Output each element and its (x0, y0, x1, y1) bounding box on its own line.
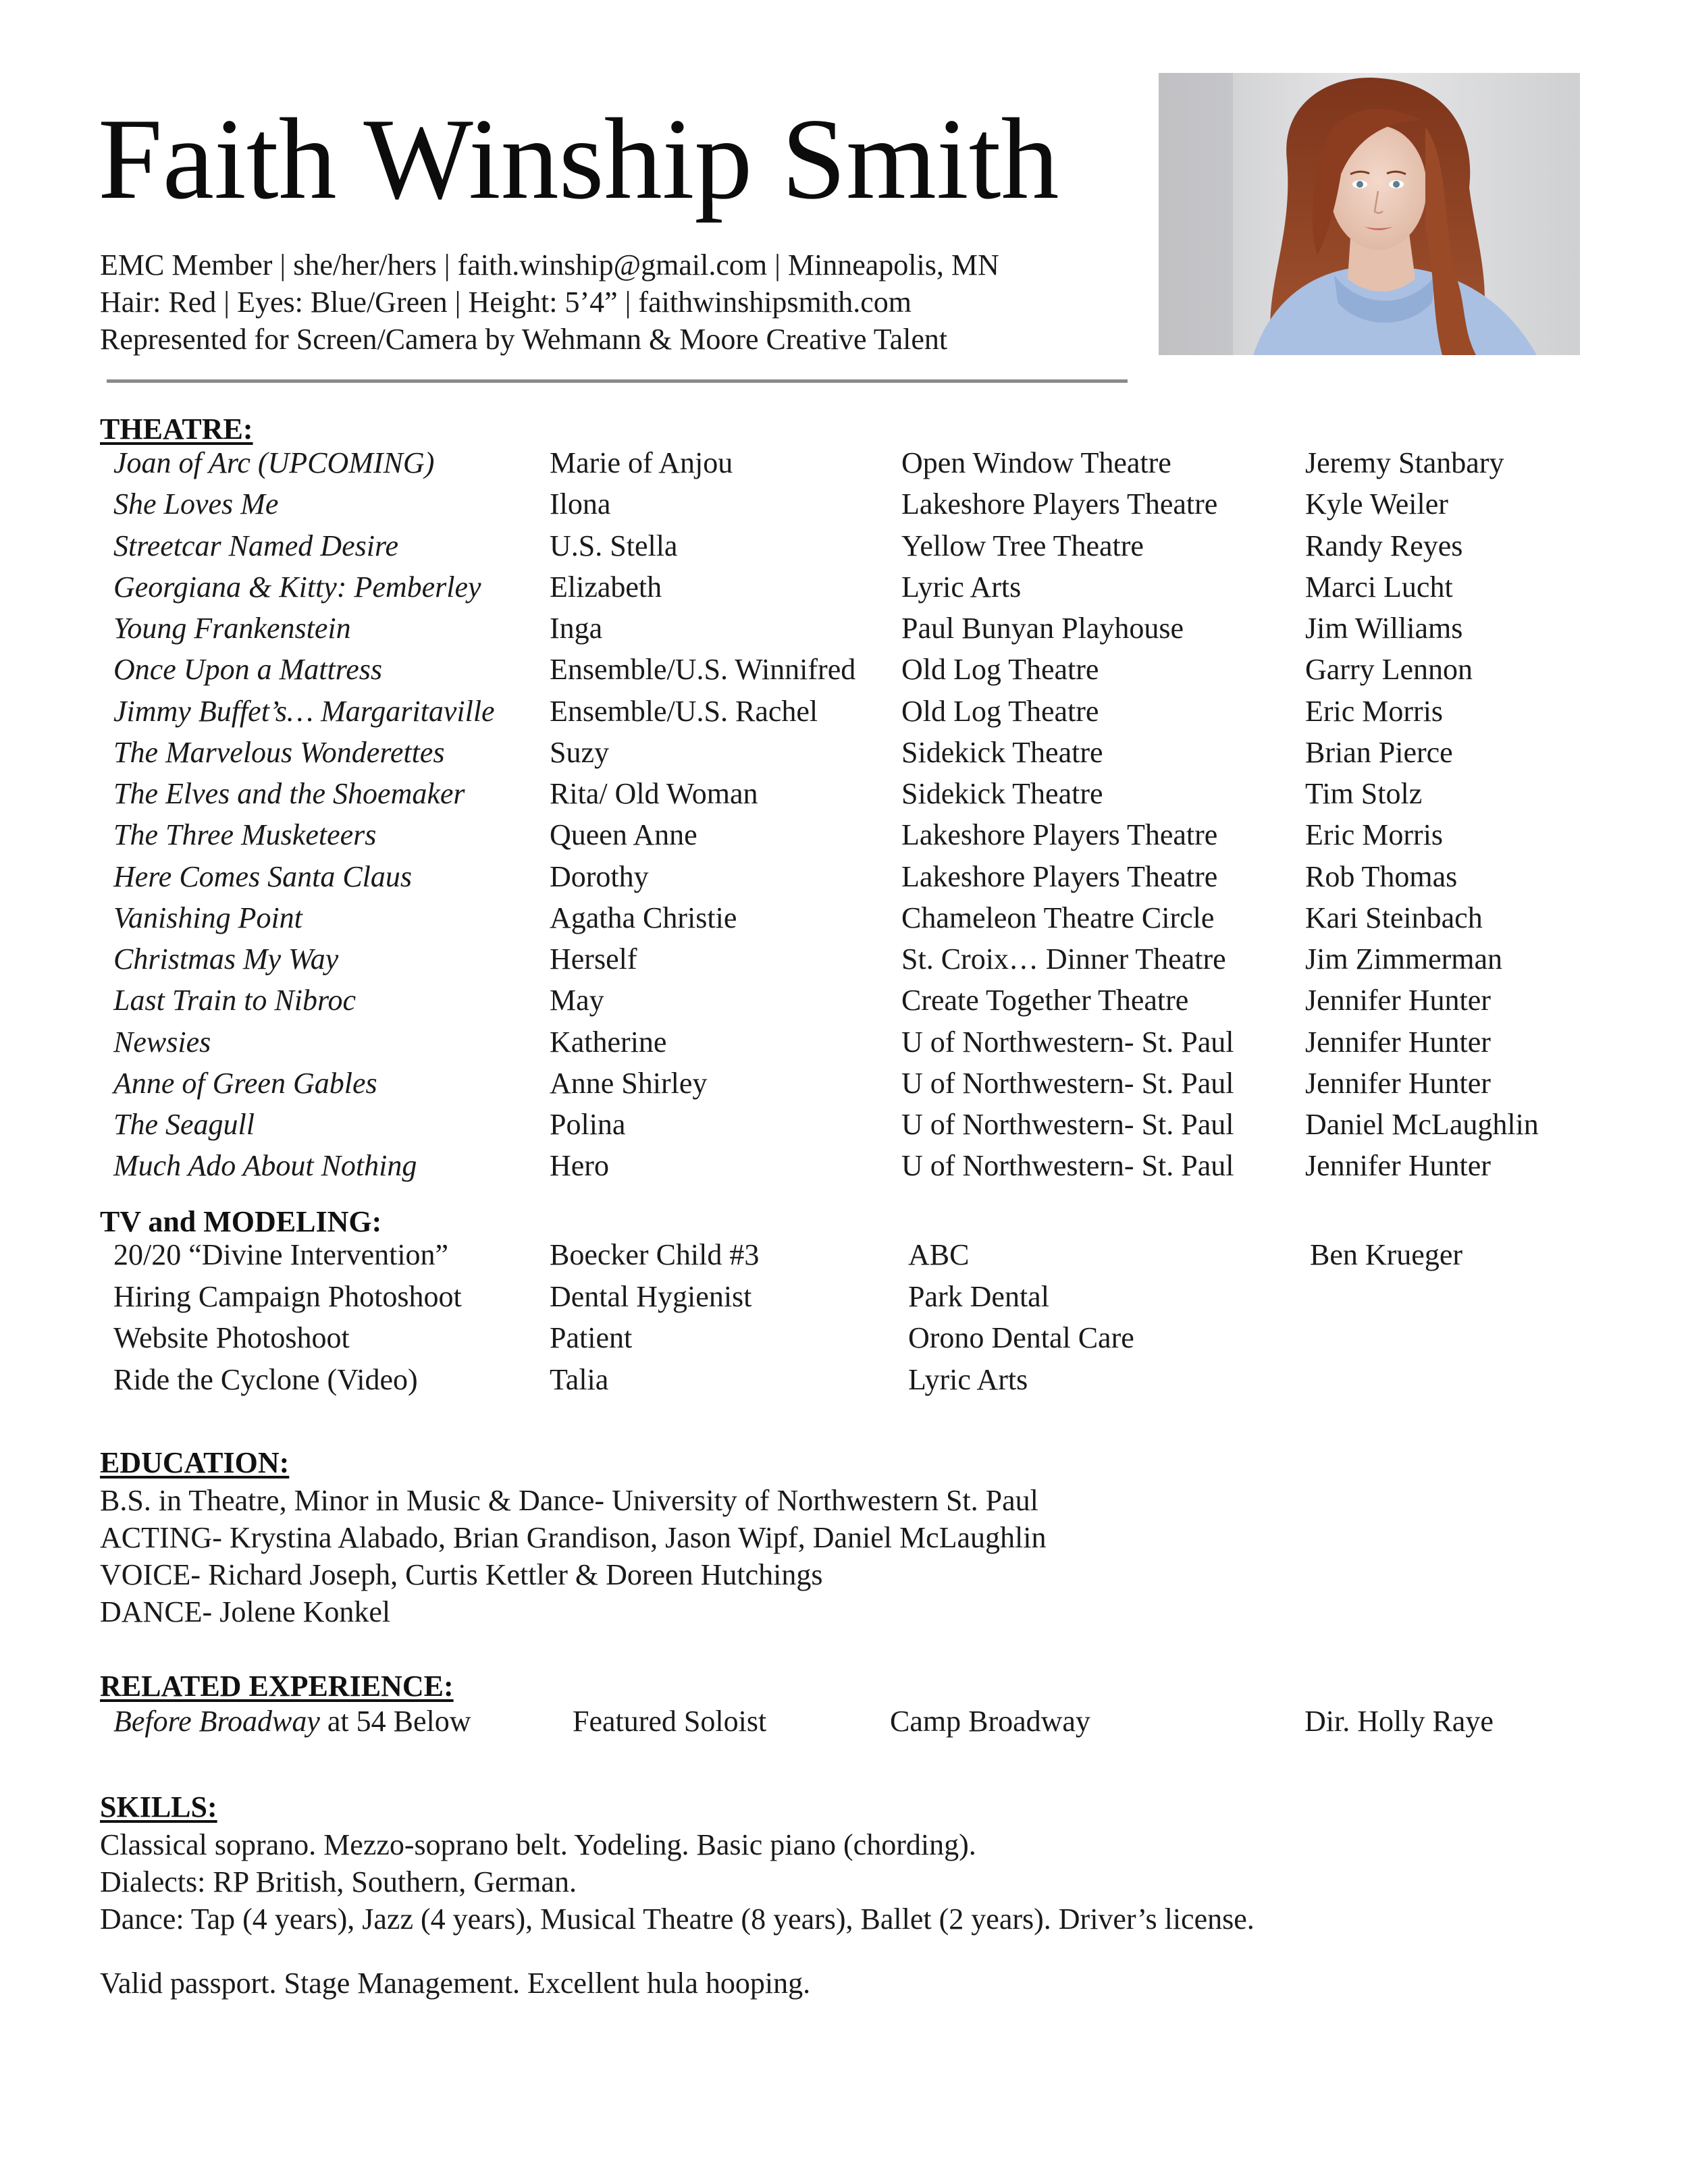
theatre-director: Daniel McLaughlin (1305, 1108, 1539, 1141)
theatre-company: U of Northwestern- St. Paul (901, 1025, 1234, 1059)
education-line: VOICE- Richard Joseph, Curtis Kettler & Doreen Hutchings (100, 1558, 823, 1591)
tv-modeling-heading: TV and MODELING: (100, 1205, 382, 1238)
theatre-director: Garry Lennon (1305, 653, 1473, 687)
theatre-company: Open Window Theatre (901, 446, 1171, 479)
theatre-show-title: Streetcar Named Desire (113, 529, 398, 562)
theatre-show-title: Christmas My Way (113, 942, 339, 976)
contact-line-1: EMC Member | she/her/hers | faith.winship@gmail.com | Minneapolis, MN (100, 248, 999, 282)
theatre-director: Kari Steinbach (1305, 901, 1483, 934)
education-line: ACTING- Krystina Alabado, Brian Grandison, Jason Wipf, Daniel McLaughlin (100, 1521, 1047, 1554)
theatre-show-title: Anne of Green Gables (113, 1066, 377, 1100)
tv-director: Ben Krueger (1310, 1238, 1463, 1271)
theatre-director: Brian Pierce (1305, 735, 1453, 769)
theatre-company: U of Northwestern- St. Paul (901, 1149, 1234, 1183)
tv-show-title: 20/20 “Divine Intervention” (113, 1238, 449, 1271)
theatre-role: Hero (550, 1149, 609, 1183)
theatre-role: Elizabeth (550, 570, 662, 604)
related-title-rest: at 54 Below (319, 1705, 471, 1738)
theatre-company: Create Together Theatre (901, 984, 1189, 1017)
theatre-role: Marie of Anjou (550, 446, 733, 479)
theatre-role: Ensemble/U.S. Winnifred (550, 653, 856, 687)
theatre-company: Lakeshore Players Theatre (901, 818, 1218, 852)
theatre-company: U of Northwestern- St. Paul (901, 1066, 1234, 1100)
education-heading: EDUCATION: (100, 1446, 290, 1479)
theatre-heading: THEATRE: (100, 412, 253, 446)
theatre-show-title: Georgiana & Kitty: Pemberley (113, 570, 481, 604)
skills-line: Valid passport. Stage Management. Excellent hula hooping. (100, 1967, 811, 2000)
theatre-company: Sidekick Theatre (901, 777, 1103, 810)
theatre-role: Katherine (550, 1025, 667, 1059)
theatre-company: Lakeshore Players Theatre (901, 859, 1218, 893)
theatre-company: Lyric Arts (901, 570, 1022, 604)
contact-line-3: Represented for Screen/Camera by Wehmann & Moore Creative Talent (100, 323, 948, 356)
related-director: Dir. Holly Raye (1304, 1705, 1494, 1738)
theatre-company: Sidekick Theatre (901, 735, 1103, 769)
theatre-director: Rob Thomas (1305, 859, 1458, 893)
theatre-role: Ensemble/U.S. Rachel (550, 694, 818, 728)
tv-show-title: Website Photoshoot (113, 1321, 350, 1354)
theatre-show-title: Jimmy Buffet’s… Margaritaville (113, 694, 495, 728)
theatre-role: Agatha Christie (550, 901, 737, 934)
related-role: Featured Soloist (573, 1705, 767, 1738)
tv-role: Dental Hygienist (550, 1279, 752, 1313)
theatre-show-title: Young Frankenstein (113, 612, 351, 645)
theatre-company: Old Log Theatre (901, 694, 1099, 728)
theatre-role: Ilona (550, 487, 611, 521)
theatre-role: Rita/ Old Woman (550, 777, 758, 810)
theatre-show-title: The Marvelous Wonderettes (113, 735, 445, 769)
tv-role: Boecker Child #3 (550, 1238, 760, 1271)
skills-line: Dance: Tap (4 years), Jazz (4 years), Musical Theatre (8 years), Ballet (2 years). Driver’s license. (100, 1902, 1255, 1936)
theatre-role: Anne Shirley (550, 1066, 708, 1100)
education-line: B.S. in Theatre, Minor in Music & Dance- University of Northwestern St. Paul (100, 1484, 1038, 1517)
theatre-director: Eric Morris (1305, 694, 1444, 728)
tv-role: Talia (550, 1362, 609, 1396)
theatre-show-title: Vanishing Point (113, 901, 302, 934)
theatre-role: Dorothy (550, 859, 649, 893)
theatre-director: Tim Stolz (1305, 777, 1423, 810)
theatre-role: U.S. Stella (550, 529, 678, 562)
header-divider (107, 379, 1128, 383)
tv-company: Orono Dental Care (908, 1321, 1134, 1354)
theatre-role: May (550, 984, 604, 1017)
theatre-director: Marci Lucht (1305, 570, 1453, 604)
theatre-show-title: Last Train to Nibroc (113, 984, 357, 1017)
theatre-role: Polina (550, 1108, 626, 1141)
theatre-show-title: The Three Musketeers (113, 818, 377, 852)
theatre-director: Jim Zimmerman (1305, 942, 1503, 976)
theatre-role: Inga (550, 612, 603, 645)
theatre-role: Suzy (550, 735, 609, 769)
theatre-show-title: The Elves and the Shoemaker (113, 777, 465, 810)
tv-role: Patient (550, 1321, 633, 1354)
theatre-company: U of Northwestern- St. Paul (901, 1108, 1234, 1141)
theatre-show-title: Here Comes Santa Claus (113, 859, 413, 893)
contact-line-2: Hair: Red | Eyes: Blue/Green | Height: 5’4” | faithwinshipsmith.com (100, 286, 912, 319)
theatre-show-title: The Seagull (113, 1108, 255, 1141)
theatre-director: Jennifer Hunter (1305, 1025, 1491, 1059)
theatre-director: Jennifer Hunter (1305, 1066, 1491, 1100)
theatre-company: St. Croix… Dinner Theatre (901, 942, 1226, 976)
headshot-photo (1159, 73, 1580, 355)
tv-show-title: Ride the Cyclone (Video) (113, 1362, 418, 1396)
resume-name: Faith Winship Smith (98, 95, 1059, 223)
theatre-show-title: Much Ado About Nothing (113, 1149, 417, 1183)
theatre-show-title: Once Upon a Mattress (113, 653, 382, 687)
theatre-director: Jim Williams (1305, 612, 1463, 645)
related-title (113, 1707, 471, 1736)
theatre-director: Kyle Weiler (1305, 487, 1448, 521)
theatre-company: Yellow Tree Theatre (901, 529, 1144, 562)
theatre-company: Chameleon Theatre Circle (901, 901, 1215, 934)
theatre-company: Paul Bunyan Playhouse (901, 612, 1184, 645)
theatre-director: Eric Morris (1305, 818, 1444, 852)
theatre-company: Old Log Theatre (901, 653, 1099, 687)
theatre-show-title: Newsies (113, 1025, 211, 1059)
theatre-show-title: She Loves Me (113, 487, 279, 521)
skills-heading: SKILLS: (100, 1790, 217, 1823)
theatre-company: Lakeshore Players Theatre (901, 487, 1218, 521)
theatre-role: Herself (550, 942, 637, 976)
tv-company: Park Dental (908, 1279, 1049, 1313)
tv-show-title: Hiring Campaign Photoshoot (113, 1279, 462, 1313)
theatre-director: Jennifer Hunter (1305, 1149, 1491, 1183)
related-experience-heading: RELATED EXPERIENCE: (100, 1670, 454, 1703)
theatre-director: Jennifer Hunter (1305, 984, 1491, 1017)
theatre-director: Randy Reyes (1305, 529, 1463, 562)
related-title-italic: Before Broadway (113, 1705, 320, 1738)
theatre-director: Jeremy Stanbary (1305, 446, 1504, 479)
tv-company: Lyric Arts (908, 1362, 1028, 1396)
theatre-role: Queen Anne (550, 818, 697, 852)
skills-line: Dialects: RP British, Southern, German. (100, 1865, 577, 1898)
skills-line: Classical soprano. Mezzo-soprano belt. Yodeling. Basic piano (chording). (100, 1828, 976, 1861)
tv-company: ABC (908, 1238, 970, 1271)
education-line: DANCE- Jolene Konkel (100, 1595, 391, 1628)
theatre-show-title: Joan of Arc (UPCOMING) (113, 446, 435, 479)
related-org: Camp Broadway (890, 1705, 1090, 1738)
